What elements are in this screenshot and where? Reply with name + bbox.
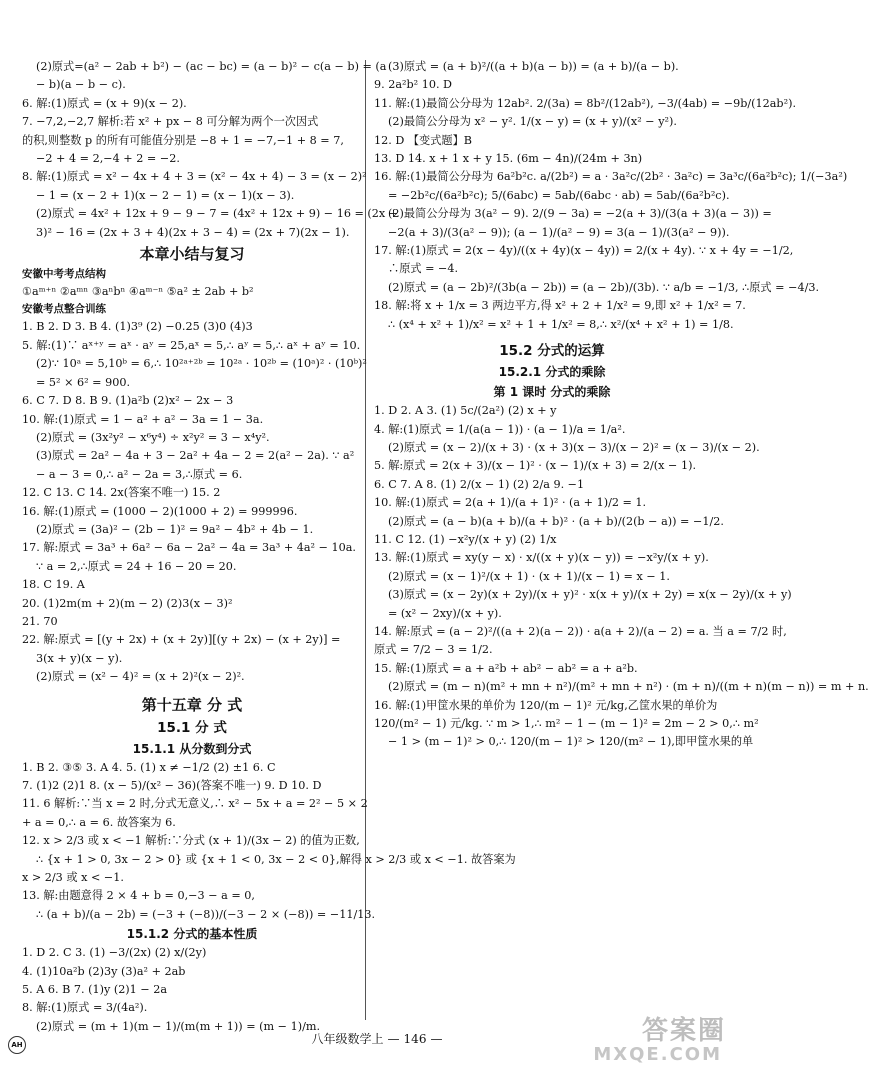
answer-line: x > 2/3 或 x < −1.: [22, 871, 124, 885]
exam-structure-title: 安徽中考考点结构: [22, 268, 106, 281]
section-15-1-title: 15.1 分 式: [157, 719, 227, 736]
answer-line: 8. 解:(1)原式 = x² − 4x + 4 + 3 = (x² − 4x + 4) − 3 = (x − 2)²: [22, 170, 367, 184]
answer-line: 4. 解:(1)原式 = 1/(a(a − 1)) · (a − 1)/a = 1/a².: [374, 422, 626, 436]
answer-line: 7. −7,2,−2,7 解析:若 x² + px − 8 可分解为两个一次因式: [22, 115, 319, 129]
answer-line: ∴原式 = −4.: [388, 262, 459, 276]
answer-line: − 1 > (m − 1)² > 0,∴ 120/(m − 1)² > 120/(m² − 1),即甲筐水果的单: [388, 735, 754, 749]
answer-line: 22. 解:原式 = [(y + 2x) + (x + 2y)][(y + 2x) − (x + 2y)] =: [22, 633, 341, 647]
answer-line: 16. 解:(1)甲筐水果的单价为 120/(m − 1)² 元/kg,乙筐水果的单价为: [374, 698, 718, 712]
answer-line: ∴ {x + 1 > 0, 3x − 2 > 0} 或 {x + 1 < 0, 3x − 2 < 0},解得 x > 2/3 或 x < −1. 故答案为: [36, 852, 516, 866]
answer-line: 10. 解:(1)原式 = 2(a + 1)/(a + 1)² · (a + 1)/2 = 1.: [374, 496, 647, 510]
section-15-1-1-lines: [22, 759, 516, 925]
chapter-review-title: 本章小结与复习: [139, 245, 245, 264]
answer-line: + a = 0,∴ a = 6. 故答案为 6.: [22, 815, 176, 829]
answer-line: 5. 解:(1)∵ aˣ⁺ʸ = aˣ · aʸ = 25,aˣ = 5,∴ aʸ = 5,∴ aˣ + aʸ = 10.: [22, 338, 361, 352]
answer-line: 8. 解:(1)原式 = 3/(4a²).: [22, 1001, 148, 1015]
answer-line: 11. C 12. (1) −x²y/(x + y) (2) 1/x: [374, 532, 557, 546]
answer-line: = −2b²c/(6a²b²c); 5/(6abc) = 5ab/(6abc · ab) = 5ab/(6a²b²c).: [388, 188, 730, 202]
answer-line: 3(x + y)(x − y).: [36, 651, 123, 665]
answer-line: (2)原式 = (a − 2b)²/(3b(a − 2b)) = (a − 2b)/(3b). ∵ a/b = −1/3, ∴原式 = −4/3.: [388, 280, 820, 294]
answer-line: ∴ (a + b)/(a − 2b) = (−3 + (−8))/(−3 − 2 × (−8)) = −11/13.: [36, 907, 376, 921]
answer-line: 6. 解:(1)原式 = (x + 9)(x − 2).: [22, 96, 187, 110]
answer-line: (3)原式 = 2a² − 4a + 3 − 2a² + 4a − 2 = 2(a² − 2a). ∵ a²: [36, 449, 355, 463]
answer-line: (3)原式 = (a + b)²/((a + b)(a − b)) = (a + b)/(a − b).: [388, 60, 679, 73]
answer-line: 1. B 2. ③⑤ 3. A 4. 5. (1) x ≠ −1/2 (2) ±1 6. C: [22, 760, 276, 774]
answer-line: − b)(a − b − c).: [36, 78, 126, 92]
watermark-url: MXQE.COM: [593, 1044, 722, 1065]
answer-line: 12. x > 2/3 或 x < −1 解析:∵分式 (x + 1)/(3x − 2) 的值为正数,: [22, 834, 360, 848]
answer-line: 1. B 2. D 3. B 4. (1)3⁹ (2) −0.25 (3)0 (4)3: [22, 320, 253, 334]
answer-line: −2 + 4 = 2,−4 + 2 = −2.: [36, 152, 180, 166]
answer-line: 12. C 13. C 14. 2x(答案不唯一) 15. 2: [22, 486, 221, 500]
section-15-1-2-lines: [22, 944, 362, 1036]
answer-line: (2)最简公分母为 3(a² − 9). 2/(9 − 3a) = −2(a + 3)/(3(a + 3)(a − 3)) =: [388, 207, 772, 221]
answer-line: 7. (1)2 (2)1 8. (x − 5)/(x² − 36)(答案不唯一) 9. D 10. D: [22, 779, 322, 792]
answer-line: − a − 3 = 0,∴ a² − 2a = 3,∴原式 = 6.: [36, 467, 243, 481]
right-lines-top: [374, 58, 848, 334]
training-title: 安徽考点整合训练: [22, 303, 106, 316]
answer-line: (2)原式 = (3a)² − (2b − 1)² = 9a² − 4b² + 4b − 1.: [36, 522, 314, 536]
answer-line: 18. 解:将 x + 1/x = 3 两边平方,得 x² + 2 + 1/x² = 9,即 x² + 1/x² = 7.: [374, 299, 746, 313]
footer-subject: 八年级数学上: [311, 1032, 384, 1046]
answer-line: 11. 6 解析:∵当 x = 2 时,分式无意义,∴ x² − 5x + a = 2² − 5 × 2: [22, 797, 368, 811]
answer-line: ∵ a = 2,∴原式 = 24 + 16 − 20 = 20.: [36, 559, 237, 573]
exam-structure-line: ①aᵐ⁺ⁿ ②aᵐⁿ ③aⁿbⁿ ④aᵐ⁻ⁿ ⑤a² ± 2ab + b²: [22, 285, 254, 299]
answer-line: 4. (1)10a²b (2)3y (3)a² + 2ab: [22, 964, 186, 978]
answer-line: 10. 解:(1)原式 = 1 − a² + a² − 3a = 1 − 3a.: [22, 412, 264, 426]
training-lines: [22, 318, 367, 686]
section-15-1-1-title: 15.1.1 从分数到分式: [132, 741, 252, 756]
right-column: [374, 58, 869, 752]
answer-line: 1. D 2. A 3. (1) 5c/(2a²) (2) x + y: [374, 404, 557, 418]
answer-line: 16. 解:(1)最简公分母为 6a²b²c. a/(2b²) = a · 3a²c/(2b² · 3a²c) = 3a³c/(6a²b²c); 1/(−3a²): [374, 170, 848, 184]
answer-line: (2)原式 = 4x² + 12x + 9 − 9 − 7 = (4x² + 12x + 9) − 16 = (2x +: [36, 207, 399, 221]
answer-line: 11. 解:(1)最简公分母为 12ab². 2/(3a) = 8b²/(12ab²), −3/(4ab) = −9b/(12ab²).: [374, 96, 797, 110]
region-badge: AH: [8, 1036, 26, 1054]
footer-page-number: 146: [403, 1032, 427, 1046]
answer-line: 5. 解:原式 = 2(x + 3)/(x − 1)² · (x − 1)/(x + 3) = 2/(x − 1).: [374, 459, 697, 473]
answer-line: 120/(m² − 1) 元/kg. ∵ m > 1,∴ m² − 1 − (m − 1)² = 2m − 2 > 0,∴ m²: [374, 717, 759, 730]
answer-line: 的积,则整数 p 的所有可能值分别是 −8 + 1 = −7,−1 + 8 = 7,: [22, 133, 344, 147]
answer-line: (2)原式 = (a − b)(a + b)/(a + b)² · (a + b)/(2(b − a)) = −1/2.: [388, 514, 724, 528]
answer-line: ∴ (x⁴ + x² + 1)/x² = x² + 1 + 1/x² = 8,∴ x²/(x⁴ + x² + 1) = 1/8.: [388, 317, 734, 331]
watermark-logo-text: 答案圈: [641, 1016, 726, 1046]
answer-line: 13. 解:由题意得 2 × 4 + b = 0,−3 − a = 0,: [22, 889, 255, 903]
answer-line: 5. A 6. B 7. (1)y (2)1 − 2a: [22, 983, 168, 997]
answer-line: 1. D 2. C 3. (1) −3/(2x) (2) x/(2y): [22, 946, 207, 960]
answer-line: 6. C 7. D 8. B 9. (1)a²b (2)x² − 2x − 3: [22, 394, 234, 408]
answer-line: (2)原式 = (x − 1)²/(x + 1) · (x + 1)/(x − 1) = x − 1.: [388, 569, 670, 583]
right-lines-bottom: [374, 402, 869, 752]
answer-line: 9. 2a²b² 10. D: [374, 78, 453, 92]
answer-line: (2)原式 = (x² − 4)² = (x + 2)²(x − 2)².: [36, 670, 245, 684]
answer-line: − 1 = (x − 2 + 1)(x − 2 − 1) = (x − 1)(x − 3).: [36, 188, 295, 202]
answer-line: (2)原式 = (x − 2)/(x + 3) · (x + 3)(x − 3)/(x − 2)² = (x − 3)/(x − 2).: [388, 440, 760, 454]
section-15-2-title: 15.2 分式的运算: [499, 343, 605, 360]
answer-line: 3)² − 16 = (2x + 3 + 4)(2x + 3 − 4) = (2x + 7)(2x − 1).: [36, 225, 350, 239]
answer-line: (2)原式 = (m + 1)(m − 1)/(m(m + 1)) = (m − 1)/m.: [36, 1019, 321, 1033]
lesson-title: 第 1 课时 分式的乘除: [493, 385, 611, 400]
answer-line: 16. 解:(1)原式 = (1000 − 2)(1000 + 2) = 999996.: [22, 504, 298, 518]
answer-line: 18. C 19. A: [22, 578, 85, 592]
answer-line: 17. 解:原式 = 3a³ + 6a² − 6a − 2a² − 4a = 3a³ + 4a² − 10a.: [22, 541, 356, 555]
chapter-15-title: 第十五章 分 式: [141, 695, 243, 714]
answer-line: (2)原式 = (3x²y² − x⁶y⁴) ÷ x²y² = 3 − x⁴y².: [36, 430, 270, 444]
answer-line: 17. 解:(1)原式 = 2(x − 4y)/((x + 4y)(x − 4y)) = 2/(x + 4y). ∵ x + 4y = −1/2,: [374, 244, 794, 258]
answer-line: (2)最简公分母为 x² − y². 1/(x − y) = (x + y)/(x² − y²).: [388, 115, 677, 129]
answer-line: 15. 解:(1)原式 = a + a²b + ab² − ab² = a + a²b.: [374, 661, 638, 675]
answer-line: (2)原式 = (m − n)(m² + mn + n²)/(m² + mn + n²) · (m + n)/((m + n)(m − n)) = m + n.: [388, 680, 869, 694]
section-15-2-1-title: 15.2.1 分式的乘除: [498, 365, 606, 380]
answer-line: (2)∵ 10ᵃ = 5,10ᵇ = 6,∴ 10²ᵃ⁺²ᵇ = 10²ᵃ · 10²ᵇ = (10ᵃ)² · (10ᵇ)²: [36, 357, 367, 371]
answer-line: 20. (1)2m(m + 2)(m − 2) (2)3(x − 3)²: [22, 596, 233, 610]
answer-line: 21. 70: [22, 614, 58, 628]
column-divider: [365, 60, 366, 1020]
answer-line: 13. D 14. x + 1 x + y 15. (6m − 4n)/(24m + 3n): [374, 152, 643, 166]
answer-line: 原式 = 7/2 − 3 = 1/2.: [374, 643, 493, 657]
answer-line: 14. 解:原式 = (a − 2)²/((a + 2)(a − 2)) · a(a + 2)/(a − 2) = a. 当 a = 7/2 时,: [374, 624, 787, 638]
answer-line: (3)原式 = (x − 2y)(x + 2y)/(x + y)² · x(x + y)/(x + 2y) = x(x − 2y)/(x + y): [388, 588, 792, 602]
answer-line: 12. D 【变式题】B: [374, 133, 473, 147]
answer-line: 13. 解:(1)原式 = xy(y − x) · x/((x + y)(x − y)) = −x²y/(x + y).: [374, 551, 709, 565]
page-footer: 八年级数学上 — 146 —: [0, 1030, 750, 1047]
section-15-1-2-title: 15.1.2 分式的基本性质: [126, 927, 258, 942]
answer-line: (2)原式=(a² − 2ab + b²) − (ac − bc) = (a − b)² − c(a − b) = (a: [36, 60, 387, 73]
answer-line: 6. C 7. A 8. (1) 2/(x − 1) (2) 2/a 9. −1: [374, 477, 585, 491]
answer-line: −2(a + 3)/(3(a² − 9)); (a − 1)/(a² − 9) = 3(a − 1)/(3(a² − 9)).: [388, 225, 730, 239]
left-lines: [22, 58, 399, 242]
answer-line: = (x² − 2xy)/(x + y).: [388, 606, 502, 620]
answer-line: = 5² × 6² = 900.: [36, 375, 131, 389]
